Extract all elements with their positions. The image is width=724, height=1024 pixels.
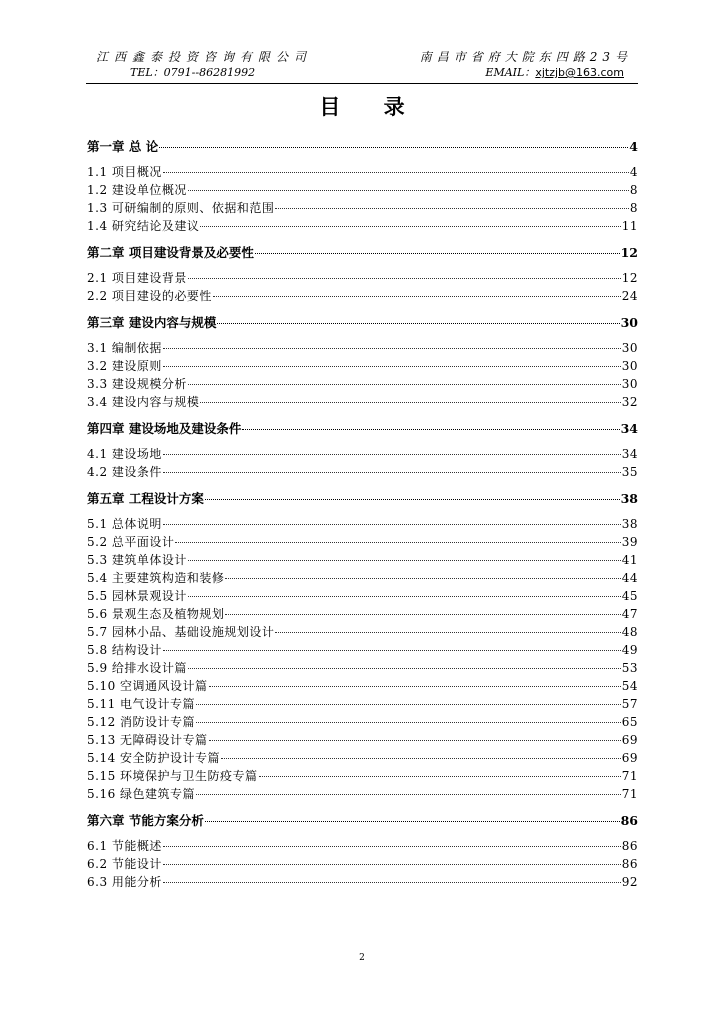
dot-leader [200,226,620,227]
toc-section[interactable] [87,695,638,713]
toc-section-title: 5.16 绿色建筑专篇 [87,787,196,801]
toc-section-page: 30 [621,341,638,355]
toc-section-page: 49 [621,643,638,657]
toc-chapter-title: 第五章 工程设计方案 [87,491,204,506]
dot-leader [196,794,621,795]
dot-leader [188,596,621,597]
page-header [86,50,636,80]
toc-section[interactable] [87,339,638,357]
company-email [485,65,636,80]
email-label: EMAIL： [485,66,536,79]
toc-section-page: 71 [621,787,638,801]
toc-section-page: 54 [621,679,638,693]
toc-section-page: 30 [621,377,638,391]
toc-section-title: 1.2 建设单位概况 [87,183,187,197]
email-link[interactable]: xjtzjb@163.com [535,66,624,79]
toc-section[interactable] [87,357,638,375]
dot-leader [188,560,621,561]
toc-section[interactable] [87,873,638,891]
toc-section-title: 3.2 建设原则 [87,359,162,373]
toc-section-page: 8 [629,183,638,197]
toc-section[interactable] [87,569,638,587]
dot-leader [163,846,621,847]
toc-section-title: 2.2 项目建设的必要性 [87,289,212,303]
dot-leader [188,190,629,191]
toc-section-page: 24 [621,289,638,303]
dot-leader [163,348,621,349]
dot-leader [188,384,621,385]
toc-chapter-page: 86 [620,813,638,828]
dot-leader [275,208,628,209]
toc-section[interactable] [87,605,638,623]
dot-leader [209,740,621,741]
toc-section-page: 38 [621,517,638,531]
dot-leader [221,758,621,759]
dot-leader [163,472,621,473]
dot-leader [259,776,621,777]
dot-leader [213,296,621,297]
toc-section[interactable] [87,731,638,749]
toc-section-page: 47 [621,607,638,621]
toc-section-title: 6.1 节能概述 [87,839,162,853]
toc-section-title: 5.15 环境保护与卫生防疫专篇 [87,769,258,783]
toc-section-page: 35 [621,465,638,479]
toc-section-page: 32 [621,395,638,409]
toc-section[interactable] [87,463,638,481]
toc-section-title: 4.2 建设条件 [87,465,162,479]
toc-chapter[interactable] [87,137,638,157]
toc-section[interactable] [87,749,638,767]
toc-section-page: 92 [621,875,638,889]
dot-leader [200,402,620,403]
toc-chapter-page: 34 [620,421,638,436]
toc-section-title: 5.6 景观生态及植物规划 [87,607,225,621]
page-number: 2 [359,953,365,963]
toc-section-page: 41 [621,553,638,567]
toc-chapter-page: 38 [620,491,638,506]
toc-section[interactable] [87,785,638,803]
dot-leader [196,704,621,705]
toc-chapter-page: 12 [620,245,638,260]
header-row-1 [86,50,636,65]
toc-section-title: 5.10 空调通风设计篇 [87,679,208,693]
toc-section[interactable] [87,181,638,199]
toc-section-title: 3.4 建设内容与规模 [87,395,200,409]
dot-leader [225,614,620,615]
toc-section[interactable] [87,393,638,411]
toc-section[interactable] [87,855,638,873]
dot-leader [255,253,620,254]
page-title: 目 录 [319,94,423,119]
toc-section-page: 65 [621,715,638,729]
toc-section-title: 5.12 消防设计专篇 [87,715,196,729]
toc-section-title: 3.1 编制依据 [87,341,162,355]
toc-chapter[interactable] [87,419,638,439]
toc-chapter-title: 第一章 总 论 [87,139,159,154]
toc-chapter-page: 30 [620,315,638,330]
toc-section[interactable] [87,767,638,785]
company-name: 江西鑫泰投资咨询有限公司 [96,50,313,64]
dot-leader [196,722,621,723]
toc-chapter-title: 第四章 建设场地及建设条件 [87,421,242,436]
toc-chapter-title: 第六章 节能方案分析 [87,813,204,828]
toc-section-title: 4.1 建设场地 [87,447,162,461]
toc-section-title: 5.1 总体说明 [87,517,162,531]
toc-section-page: 44 [621,571,638,585]
toc-section-page: 69 [621,733,638,747]
toc-chapter[interactable] [87,489,638,509]
dot-leader [188,278,621,279]
toc-section[interactable] [87,641,638,659]
toc-section[interactable] [87,199,638,217]
toc-section[interactable] [87,287,638,305]
table-of-contents [87,137,638,891]
toc-section-title: 5.13 无障碍设计专篇 [87,733,208,747]
toc-section-title: 1.3 可研编制的原则、依据和范围 [87,201,275,215]
dot-leader [188,668,621,669]
toc-section-title: 5.4 主要建筑构造和装修 [87,571,225,585]
toc-section-page: 11 [621,219,638,233]
toc-chapter-page: 4 [629,139,638,154]
dot-leader [275,632,620,633]
dot-leader [217,323,619,324]
dot-leader [242,429,619,430]
toc-section[interactable] [87,551,638,569]
toc-section-page: 39 [621,535,638,549]
toc-section[interactable] [87,623,638,641]
toc-section[interactable] [87,269,638,287]
toc-section-title: 5.8 结构设计 [87,643,162,657]
toc-section[interactable] [87,713,638,731]
toc-section-title: 5.3 建筑单体设计 [87,553,187,567]
toc-section-page: 48 [621,625,638,639]
toc-section-page: 34 [621,447,638,461]
toc-section-title: 6.2 节能设计 [87,857,162,871]
toc-section-page: 86 [621,857,638,871]
toc-section[interactable] [87,445,638,463]
toc-section-page: 45 [621,589,638,603]
toc-section-page: 8 [629,201,638,215]
toc-section-title: 2.1 项目建设背景 [87,271,187,285]
header-rule [86,83,638,84]
toc-section-title: 5.11 电气设计专篇 [87,697,196,711]
dot-leader [159,147,628,148]
company-tel: TEL：0791--86281992 [130,66,256,79]
toc-chapter[interactable] [87,811,638,831]
dot-leader [225,578,620,579]
dot-leader [163,524,621,525]
dot-leader [163,454,621,455]
toc-chapter-title: 第二章 项目建设背景及必要性 [87,245,254,260]
toc-chapter-title: 第三章 建设内容与规模 [87,315,217,330]
dot-leader [175,542,620,543]
toc-section[interactable] [87,587,638,605]
dot-leader [163,366,621,367]
header-row-2 [86,65,636,80]
dot-leader [163,172,629,173]
toc-section-page: 53 [621,661,638,675]
dot-leader [163,882,621,883]
toc-section-page: 12 [621,271,638,285]
dot-leader [209,686,621,687]
toc-section-title: 5.5 园林景观设计 [87,589,187,603]
toc-section-title: 5.14 安全防护设计专篇 [87,751,221,765]
company-address: 南昌市省府大院东四路23号 [419,50,632,64]
toc-section-title: 3.3 建设规模分析 [87,377,187,391]
toc-section-title: 1.4 研究结论及建议 [87,219,200,233]
toc-section-title: 5.7 园林小品、基础设施规划设计 [87,625,275,639]
dot-leader [163,650,621,651]
toc-section[interactable] [87,515,638,533]
dot-leader [205,821,620,822]
toc-section[interactable] [87,837,638,855]
toc-section-page: 4 [629,165,638,179]
toc-section-title: 6.3 用能分析 [87,875,162,889]
toc-section-page: 30 [621,359,638,373]
dot-leader [163,864,621,865]
toc-section-title: 5.9 给排水设计篇 [87,661,187,675]
toc-section-title: 1.1 项目概况 [87,165,162,179]
toc-section-page: 69 [621,751,638,765]
toc-section[interactable] [87,217,638,235]
toc-section[interactable] [87,659,638,677]
toc-chapter[interactable] [87,313,638,333]
toc-section[interactable] [87,163,638,181]
toc-section-page: 71 [621,769,638,783]
toc-chapter[interactable] [87,243,638,263]
toc-section[interactable] [87,533,638,551]
toc-section-title: 5.2 总平面设计 [87,535,175,549]
toc-section[interactable] [87,677,638,695]
dot-leader [205,499,620,500]
toc-section[interactable] [87,375,638,393]
toc-section-page: 57 [621,697,638,711]
toc-section-page: 86 [621,839,638,853]
